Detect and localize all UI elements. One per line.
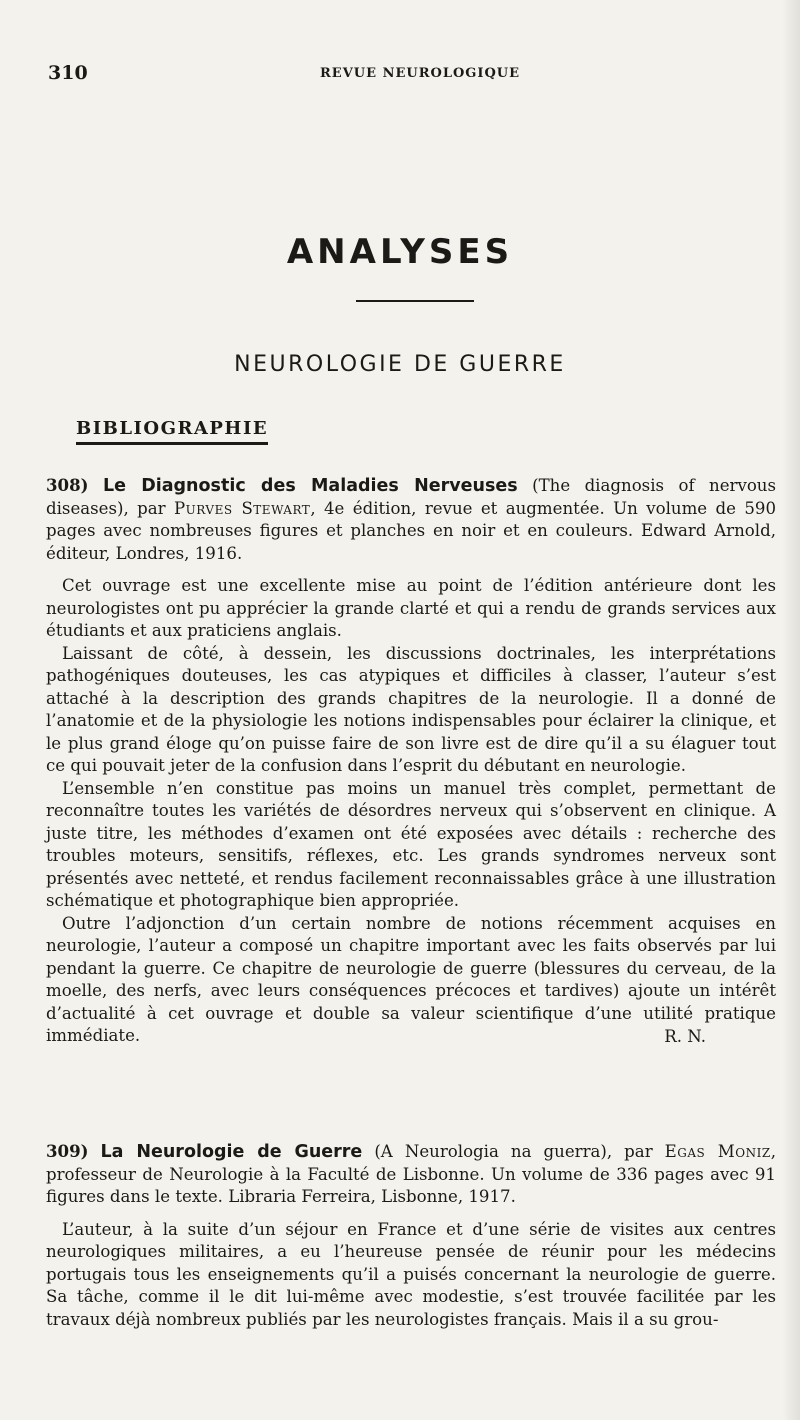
entry-citation <box>46 1140 776 1209</box>
review-entry-308 <box>46 474 776 1048</box>
entry-title: La Neurologie de Guerre <box>100 1142 363 1162</box>
entry-paragraph: Cet ouvrage est une excellente mise au point de l’édition antérieure dont les neurologistes ont pu apprécier la grande clarté et qui a rendu de grands services aux étudiants et aux praticiens anglais. <box>46 576 776 640</box>
entry-signature: R. N. <box>664 1026 706 1046</box>
entry-number: 308) <box>46 475 89 495</box>
entry-paragraph: Laissant de côté, à dessein, les discussions doctrinales, les interprétations pathogéniques douteuses, les cas atypiques et difficiles à classer, l’auteur s’est attaché à la description des grands chapitres de la neurologie. Il a donné de l’anatomie et de la physiologie les notions indispensables pour éclairer la clinique, et le plus grand éloge qu’on puisse faire de son livre est de dire qu’il a su élaguer tout ce qui pouvait jeter de la confusion dans l’esprit du débutant en neurologie. <box>46 643 776 775</box>
subsection-heading: BIBLIOGRAPHIE <box>76 418 268 445</box>
page-edge-shadow <box>782 0 800 1420</box>
entry-citation <box>46 474 776 565</box>
title-rule <box>356 300 474 302</box>
entry-citation-pre: (The diagnosis of nervous diseases), par <box>46 476 777 518</box>
entry-paragraph: L’auteur, à la suite d’un séjour en France et d’une série de visites aux centres neurologiques militaires, a eu l’heureuse pensée de réunir pour les médecins portugais tous les enseignements qu’il a puisés concernant la neurologie de guerre. Sa tâche, comme il le dit lui-même avec modestie, s’est trouvée facilitée par les travaux déjà nombreux publiés par les neurologistes français. Mais il a su grou- <box>46 1219 776 1329</box>
section-heading: NEUROLOGIE DE GUERRE <box>234 352 566 377</box>
page-title: ANALYSES <box>286 232 514 272</box>
entry-paragraph: Outre l’adjonction d’un certain nombre de notions récemment acquises en neurologie, l’auteur a composé un chapitre important avec les faits observés par lui pendant la guerre. Ce chapitre de neurologie de guerre (blessures du cerveau, de la moelle, des nerfs, avec leurs conséquences précoces et tardives) ajoute un intérêt d’actualité à cet ouvrage et double sa valeur scientifique d’une utilité pratique immédiate. <box>46 913 776 1045</box>
entry-author: Egas Moniz <box>664 1142 771 1161</box>
entry-citation-pre: (A Neurologia na guerra), par <box>374 1142 653 1161</box>
review-entry-309 <box>46 1140 776 1331</box>
entry-title: Le Diagnostic des Maladies Nerveuses <box>102 476 518 496</box>
page-header <box>48 62 770 86</box>
entry-paragraph: L’ensemble n’en constitue pas moins un manuel très complet, permettant de reconnaître toutes les variétés de désordres nerveux qui s’observent en clinique. A juste titre, les méthodes d’examen ont été exposées avec détails : recherche des troubles moteurs, sensitifs, réflexes, etc. Les grands syndromes nerveux sont présentés avec netteté, et rendus facilement reconnaissables grâce à une illustration schématique et photographique bien appropriée. <box>46 778 776 910</box>
entry-citation-post: , 4e édition, revue et augmentée. Un volume de 590 pages avec nombreuses figures et planches en noir et en couleurs. Edward Arnold, éditeur, Londres, 1916. <box>46 498 777 563</box>
entry-citation-post: , professeur de Neurologie à la Faculté de Lisbonne. Un volume de 336 pages avec 91 figures dans le texte. Libraria Ferreira, Lisbonne, 1917. <box>46 1142 776 1206</box>
entry-number: 309) <box>46 1141 89 1161</box>
running-title: REVUE NEUROLOGIQUE <box>320 66 521 81</box>
page-number: 310 <box>48 62 88 84</box>
entry-author: Purves Stewart <box>174 498 311 518</box>
